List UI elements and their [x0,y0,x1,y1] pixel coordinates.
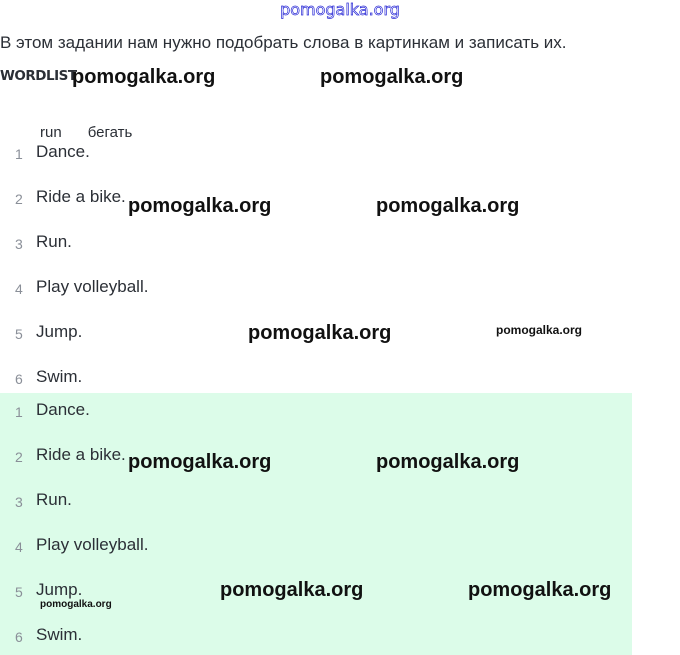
watermark: pomogalka.org [496,323,583,337]
answer-list [0,133,632,395]
item-text: Play volleyball. [36,535,149,554]
watermark: pomogalka.org [376,451,520,473]
watermark: pomogalka.org [468,579,612,601]
item-number: 2 [15,191,23,207]
item-number: 4 [15,281,23,297]
item-number: 6 [15,371,23,387]
list-item [0,535,632,559]
list-item [0,232,632,256]
item-text: Dance. [36,400,90,419]
watermark: pomogalka.org [128,451,272,473]
item-text: Ride a bike. [36,187,126,206]
wordlist-word-ru: бегать [87,124,133,141]
item-text: Jump. [36,322,83,341]
item-text: Jump. [36,580,83,599]
item-number: 5 [15,326,23,342]
list-item [0,625,632,649]
item-text: Ride a bike. [36,445,126,464]
item-text: Dance. [36,142,90,161]
watermark: pomogalka.org [40,599,112,610]
item-text: Swim. [36,367,83,386]
item-number: 1 [15,404,23,420]
top-watermark: pomogalka.org [280,0,400,19]
item-text: Run. [36,232,72,251]
watermark: pomogalka.org [320,66,464,88]
watermark: pomogalka.org [248,322,392,344]
item-number: 6 [15,629,23,645]
item-number: 1 [15,146,23,162]
wordlist-title: WORDLIST [0,68,77,84]
wordlist-word-en: run [40,124,62,141]
list-item [0,400,632,424]
list-item [0,187,632,211]
list-item [0,445,632,469]
item-number: 2 [15,449,23,465]
item-text: Run. [36,490,72,509]
list-item [0,367,632,391]
cut-off-wordlist-row [40,120,133,141]
list-item [0,490,632,514]
answer-list-highlighted [0,393,632,655]
item-number: 3 [15,236,23,252]
list-item [0,277,632,301]
item-number: 5 [15,584,23,600]
item-number: 3 [15,494,23,510]
watermark: pomogalka.org [376,195,520,217]
intro-text: В этом задании нам нужно подобрать слова в картинкам и записать их. [0,33,567,52]
item-number: 4 [15,539,23,555]
watermark: pomogalka.org [220,579,364,601]
watermark: pomogalka.org [128,195,272,217]
item-text: Swim. [36,625,83,644]
item-text: Play volleyball. [36,277,149,296]
list-item [0,142,632,166]
watermark: pomogalka.org [72,66,216,88]
